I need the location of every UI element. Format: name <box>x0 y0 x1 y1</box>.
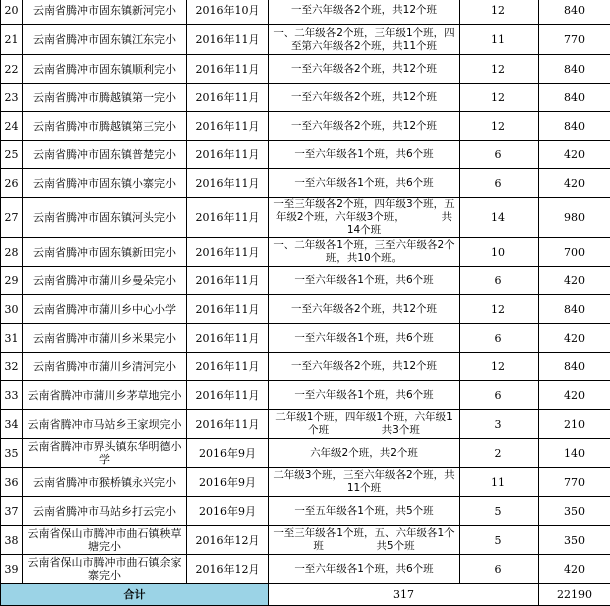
class-count-cell: 5 <box>460 526 539 555</box>
class-description-cell: 一、二年级各2个班，三年级1个班，四至第六年级各2个班，共11个班 <box>269 25 460 55</box>
class-description-cell: 二年级1个班，四年级1个班，六年级1个班 共3个班 <box>269 410 460 439</box>
row-number-cell: 34 <box>1 410 23 439</box>
school-name-cell: 云南省腾冲市腾越镇第一完小 <box>23 84 187 112</box>
school-name-cell: 云南省腾冲市固东镇江东完小 <box>23 25 187 55</box>
class-count-cell: 12 <box>460 55 539 84</box>
student-count-cell: 700 <box>539 238 610 267</box>
table-row <box>1 468 610 497</box>
table-row <box>1 381 610 410</box>
row-number-cell: 25 <box>1 141 23 169</box>
date-cell: 2016年9月 <box>187 497 269 526</box>
date-cell: 2016年9月 <box>187 468 269 497</box>
class-description-cell: 一至六年级各1个班，共6个班 <box>269 324 460 353</box>
school-name-cell: 云南省腾冲市固东镇新田完小 <box>23 238 187 267</box>
student-count-cell: 420 <box>539 381 610 410</box>
date-cell: 2016年11月 <box>187 267 269 295</box>
date-cell: 2016年11月 <box>187 25 269 55</box>
class-count-cell: 6 <box>460 555 539 584</box>
row-number-cell: 23 <box>1 84 23 112</box>
row-number-cell: 27 <box>1 198 23 238</box>
school-name-cell: 云南省腾冲市蒲川乡米果完小 <box>23 324 187 353</box>
class-description-cell: 一至六年级各1个班，共6个班 <box>269 141 460 169</box>
student-count-cell: 420 <box>539 267 610 295</box>
school-name-cell: 云南省腾冲市猴桥镇永兴完小 <box>23 468 187 497</box>
date-cell: 2016年10月 <box>187 0 269 25</box>
date-cell: 2016年11月 <box>187 55 269 84</box>
table-row <box>1 84 610 112</box>
class-count-cell: 6 <box>460 169 539 198</box>
class-count-cell: 3 <box>460 410 539 439</box>
student-count-cell: 980 <box>539 198 610 238</box>
class-description-cell: 一至三年级各2个班，四年级3个班，五年级2个班，六年级3个班， 共14个班 <box>269 198 460 238</box>
class-count-cell: 6 <box>460 141 539 169</box>
date-cell: 2016年11月 <box>187 112 269 141</box>
school-name-cell: 云南省腾冲市蒲川乡中心小学 <box>23 295 187 324</box>
row-number-cell: 30 <box>1 295 23 324</box>
student-count-cell: 420 <box>539 169 610 198</box>
total-label-cell: 合计 <box>1 584 269 606</box>
school-name-cell: 云南省腾冲市固东镇新河完小 <box>23 0 187 25</box>
row-number-cell: 36 <box>1 468 23 497</box>
student-count-cell: 840 <box>539 295 610 324</box>
class-description-cell: 一至三年级各1个班，五、六年级各1个班 共5个班 <box>269 526 460 555</box>
table-body <box>1 0 610 606</box>
table-row <box>1 324 610 353</box>
table-row <box>1 112 610 141</box>
class-count-cell: 2 <box>460 439 539 468</box>
class-description-cell: 一至六年级各1个班，共6个班 <box>269 169 460 198</box>
student-count-cell: 840 <box>539 84 610 112</box>
row-number-cell: 33 <box>1 381 23 410</box>
row-number-cell: 26 <box>1 169 23 198</box>
student-count-cell: 140 <box>539 439 610 468</box>
date-cell: 2016年11月 <box>187 141 269 169</box>
class-description-cell: 一至五年级各1个班，共5个班 <box>269 497 460 526</box>
class-count-cell: 12 <box>460 295 539 324</box>
table-row <box>1 267 610 295</box>
class-count-cell: 12 <box>460 84 539 112</box>
student-count-cell: 840 <box>539 55 610 84</box>
class-description-cell: 一至六年级各2个班，共12个班 <box>269 84 460 112</box>
class-count-cell: 6 <box>460 324 539 353</box>
date-cell: 2016年11月 <box>187 295 269 324</box>
class-description-cell: 一、二年级各1个班，三至六年级各2个班，共10个班。 <box>269 238 460 267</box>
school-name-cell: 云南省保山市腾冲市曲石镇秧草塘完小 <box>23 526 187 555</box>
school-name-cell: 云南省保山市腾冲市曲石镇余家寨完小 <box>23 555 187 584</box>
class-count-cell: 6 <box>460 381 539 410</box>
table-row <box>1 410 610 439</box>
class-count-cell: 14 <box>460 198 539 238</box>
total-students-cell: 22190 <box>539 584 610 606</box>
table-row <box>1 439 610 468</box>
total-count-cell: 317 <box>269 584 539 606</box>
school-name-cell: 云南省腾冲市蒲川乡曼朵完小 <box>23 267 187 295</box>
table-row <box>1 55 610 84</box>
date-cell: 2016年11月 <box>187 353 269 381</box>
school-name-cell: 云南省腾冲市蒲川乡清河完小 <box>23 353 187 381</box>
student-count-cell: 350 <box>539 497 610 526</box>
class-count-cell: 12 <box>460 0 539 25</box>
date-cell: 2016年12月 <box>187 555 269 584</box>
table-row <box>1 141 610 169</box>
school-name-cell: 云南省腾冲市固东镇小寨完小 <box>23 169 187 198</box>
table-row <box>1 238 610 267</box>
class-count-cell: 12 <box>460 353 539 381</box>
date-cell: 2016年11月 <box>187 84 269 112</box>
school-name-cell: 云南省腾冲市马站乡打云完小 <box>23 497 187 526</box>
date-cell: 2016年11月 <box>187 169 269 198</box>
school-name-cell: 云南省腾冲市马站乡王家坝完小 <box>23 410 187 439</box>
table-row <box>1 353 610 381</box>
table-row <box>1 497 610 526</box>
student-count-cell: 210 <box>539 410 610 439</box>
class-count-cell: 6 <box>460 267 539 295</box>
student-count-cell: 420 <box>539 555 610 584</box>
row-number-cell: 22 <box>1 55 23 84</box>
student-count-cell: 840 <box>539 0 610 25</box>
class-description-cell: 六年级2个班，共2个班 <box>269 439 460 468</box>
class-description-cell: 一至六年级各1个班，共6个班 <box>269 267 460 295</box>
class-description-cell: 一至六年级各2个班，共12个班 <box>269 112 460 141</box>
date-cell: 2016年11月 <box>187 238 269 267</box>
table-row <box>1 555 610 584</box>
student-count-cell: 840 <box>539 112 610 141</box>
table-row <box>1 25 610 55</box>
total-row <box>1 584 610 606</box>
date-cell: 2016年11月 <box>187 324 269 353</box>
date-cell: 2016年12月 <box>187 526 269 555</box>
school-name-cell: 云南省腾冲市固东镇顺利完小 <box>23 55 187 84</box>
date-cell: 2016年11月 <box>187 381 269 410</box>
class-count-cell: 10 <box>460 238 539 267</box>
class-count-cell: 11 <box>460 468 539 497</box>
student-count-cell: 770 <box>539 468 610 497</box>
row-number-cell: 20 <box>1 0 23 25</box>
school-name-cell: 云南省腾冲市界头镇东华明德小学 <box>23 439 187 468</box>
school-name-cell: 云南省腾冲市固东镇普楚完小 <box>23 141 187 169</box>
date-cell: 2016年11月 <box>187 198 269 238</box>
row-number-cell: 29 <box>1 267 23 295</box>
table-row <box>1 169 610 198</box>
student-count-cell: 350 <box>539 526 610 555</box>
class-description-cell: 一至六年级各2个班，共12个班 <box>269 0 460 25</box>
table-row <box>1 295 610 324</box>
student-count-cell: 420 <box>539 324 610 353</box>
class-description-cell: 一至六年级各1个班，共6个班 <box>269 555 460 584</box>
school-name-cell: 云南省腾冲市固东镇河头完小 <box>23 198 187 238</box>
table-row <box>1 0 610 25</box>
row-number-cell: 37 <box>1 497 23 526</box>
row-number-cell: 35 <box>1 439 23 468</box>
student-count-cell: 770 <box>539 25 610 55</box>
date-cell: 2016年9月 <box>187 439 269 468</box>
row-number-cell: 24 <box>1 112 23 141</box>
class-description-cell: 一至六年级各2个班，共12个班 <box>269 353 460 381</box>
school-name-cell: 云南省腾冲市腾越镇第三完小 <box>23 112 187 141</box>
class-count-cell: 12 <box>460 112 539 141</box>
row-number-cell: 28 <box>1 238 23 267</box>
row-number-cell: 21 <box>1 25 23 55</box>
class-description-cell: 二年级3个班，三至六年级各2个班，共11个班 <box>269 468 460 497</box>
class-count-cell: 11 <box>460 25 539 55</box>
class-count-cell: 5 <box>460 497 539 526</box>
class-description-cell: 一至六年级各2个班，共12个班 <box>269 295 460 324</box>
row-number-cell: 38 <box>1 526 23 555</box>
table-row <box>1 198 610 238</box>
table-row <box>1 526 610 555</box>
date-cell: 2016年11月 <box>187 410 269 439</box>
row-number-cell: 32 <box>1 353 23 381</box>
student-count-cell: 840 <box>539 353 610 381</box>
row-number-cell: 39 <box>1 555 23 584</box>
class-description-cell: 一至六年级各1个班，共6个班 <box>269 381 460 410</box>
row-number-cell: 31 <box>1 324 23 353</box>
student-count-cell: 420 <box>539 141 610 169</box>
school-name-cell: 云南省腾冲市蒲川乡茅草地完小 <box>23 381 187 410</box>
class-description-cell: 一至六年级各2个班，共12个班 <box>269 55 460 84</box>
